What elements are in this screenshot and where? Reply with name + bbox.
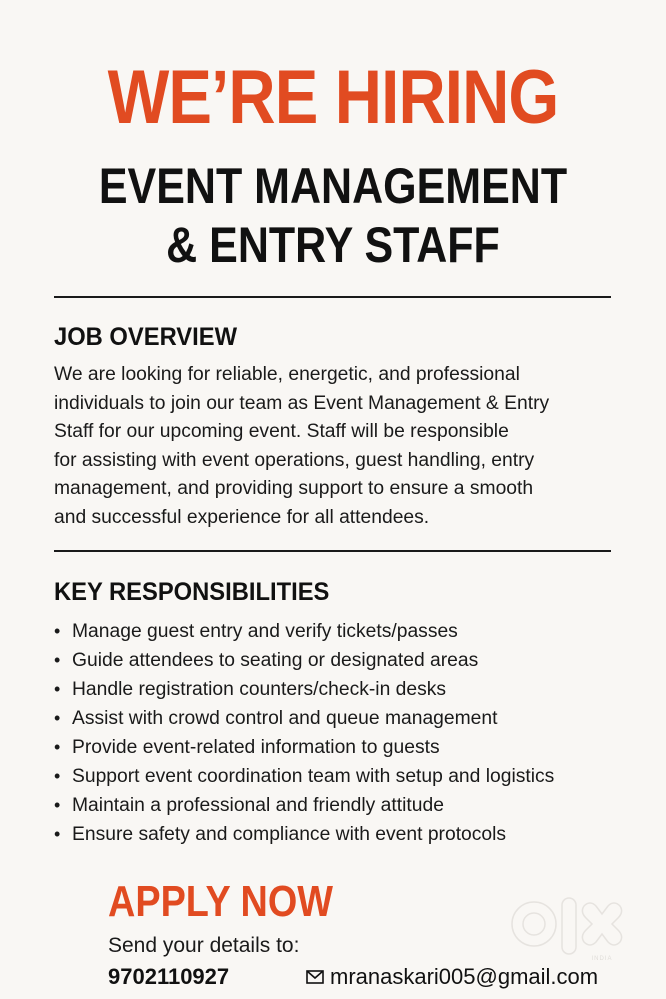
list-item: • Assist with crowd control and queue management bbox=[54, 704, 554, 733]
divider bbox=[54, 550, 611, 552]
overview-line: Staff for our upcoming event. Staff will be responsible bbox=[54, 421, 509, 443]
bullet-icon: • bbox=[54, 824, 61, 844]
list-item: • Maintain a professional and friendly attitude bbox=[54, 791, 554, 820]
bullet-icon: • bbox=[54, 708, 61, 728]
bullet-icon: • bbox=[54, 766, 61, 786]
job-overview-text bbox=[54, 361, 624, 533]
role-title-line2: & ENTRY STAFF bbox=[166, 217, 500, 273]
mail-icon bbox=[306, 963, 324, 991]
list-item: • Ensure safety and compliance with event protocols bbox=[54, 820, 554, 849]
list-item: • Support event coordination team with setup and logistics bbox=[54, 762, 554, 791]
phone-number[interactable]: 9702110927 bbox=[108, 964, 230, 989]
bullet-icon: • bbox=[54, 679, 61, 699]
bullet-icon: • bbox=[54, 795, 61, 815]
overview-line: management, and providing support to ensure a smooth bbox=[54, 478, 534, 500]
job-overview-heading: JOB OVERVIEW bbox=[54, 323, 238, 351]
divider bbox=[54, 296, 611, 298]
bullet-icon: • bbox=[54, 621, 61, 641]
responsibilities-list bbox=[54, 617, 554, 849]
list-item: • Handle registration counters/check-in desks bbox=[54, 675, 554, 704]
headline: WE’RE HIRING bbox=[107, 55, 559, 140]
email-address[interactable]: mranaskari005@gmail.com bbox=[330, 964, 599, 989]
role-title-line1: EVENT MANAGEMENT bbox=[98, 158, 568, 214]
responsibilities-heading: KEY RESPONSIBILITIES bbox=[54, 578, 330, 606]
list-item: • Guide attendees to seating or designated areas bbox=[54, 646, 554, 675]
bullet-icon: • bbox=[54, 650, 61, 670]
overview-line: We are looking for reliable, energetic, and professional bbox=[54, 364, 520, 385]
list-item: • Manage guest entry and verify tickets/passes bbox=[54, 617, 554, 646]
apply-heading: APPLY NOW bbox=[108, 877, 333, 926]
list-item: • Provide event-related information to guests bbox=[54, 733, 554, 762]
olx-watermark-icon bbox=[510, 896, 630, 971]
overview-line: for assisting with event operations, guest handling, entry bbox=[54, 449, 535, 471]
bullet-icon: • bbox=[54, 737, 61, 757]
apply-instruction: Send your details to: bbox=[108, 934, 300, 957]
overview-line: individuals to join our team as Event Management & Entry bbox=[54, 392, 550, 414]
overview-line: and successful experience for all attendees. bbox=[54, 506, 430, 528]
svg-text:INDIA: INDIA bbox=[591, 956, 613, 962]
